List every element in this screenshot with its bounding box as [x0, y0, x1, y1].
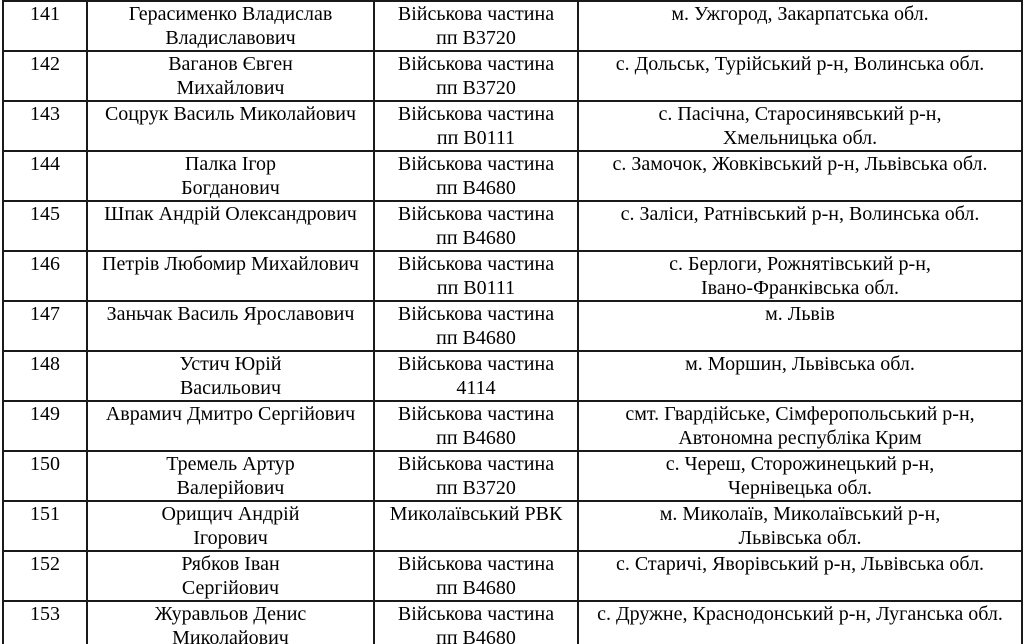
person-name-line-1: Шпак Андрій Олександрович [104, 203, 357, 225]
military-unit-cell [374, 101, 578, 151]
row-number: 148 [30, 353, 60, 375]
person-name-line-1: Палка Ігор [184, 153, 277, 175]
military-unit-line-1: Військова частина [397, 53, 555, 75]
location-cell [578, 101, 1022, 151]
location-line-1: с. Череш, Сторожинецький р-н, [665, 453, 935, 475]
military-unit-line-1: Миколаївський РВК [389, 503, 563, 525]
location-line-1: с. Старичі, Яворівський р-н, Львівська обл. [615, 553, 985, 575]
row-number-cell [3, 51, 87, 101]
location-line-1: с. Берлоги, Рожнятівський р-н, [669, 253, 931, 275]
person-name-line-2: Валерійович [176, 476, 285, 499]
row-number: 146 [30, 253, 60, 275]
row-number-cell [3, 1, 87, 51]
military-unit-line-1: Військова частина [397, 103, 555, 125]
location-line-2: Чернівецька обл. [727, 476, 873, 499]
location-cell [578, 201, 1022, 251]
military-unit-line-1: Військова частина [397, 3, 555, 25]
person-name-line-2: Миколайович [172, 626, 289, 644]
military-unit-line-2: пп В4680 [436, 576, 516, 599]
location-cell [578, 351, 1022, 401]
row-number-cell [3, 601, 87, 644]
table-row [3, 551, 1022, 601]
row-number: 143 [30, 103, 60, 125]
person-name-line-1: Орищич Андрій [161, 503, 300, 525]
location-cell [578, 1, 1022, 51]
military-unit-line-1: Військова частина [397, 403, 555, 425]
military-unit-line-1: Військова частина [397, 153, 555, 175]
row-number: 150 [30, 453, 60, 475]
person-name-cell [87, 551, 374, 601]
person-name-line-1: Устич Юрій [179, 353, 282, 375]
location-line-2: Автономна республіка Крим [678, 426, 922, 449]
person-name-line-1: Герасименко Владислав [128, 3, 333, 25]
row-number: 145 [30, 203, 60, 225]
table-row [3, 51, 1022, 101]
military-unit-cell [374, 351, 578, 401]
location-cell [578, 501, 1022, 551]
person-name-cell [87, 51, 374, 101]
person-name-cell [87, 1, 374, 51]
military-unit-cell [374, 501, 578, 551]
military-unit-cell [374, 301, 578, 351]
row-number: 147 [30, 303, 60, 325]
location-cell [578, 451, 1022, 501]
row-number-cell [3, 351, 87, 401]
location-line-1: м. Моршин, Львівська обл. [685, 353, 915, 375]
military-unit-cell [374, 201, 578, 251]
military-unit-line-2: пп В4680 [436, 426, 516, 449]
military-unit-line-2: пп В4680 [436, 176, 516, 199]
person-name-line-1: Тремель Артур [166, 453, 295, 475]
row-number-cell [3, 451, 87, 501]
person-name-line-1: Петрів Любомир Михайлович [102, 253, 359, 275]
row-number: 142 [30, 53, 60, 75]
person-name-cell [87, 251, 374, 301]
military-unit-line-2: пп В3720 [436, 26, 516, 49]
table-row [3, 401, 1022, 451]
table-row [3, 1, 1022, 51]
location-cell [578, 601, 1022, 644]
military-unit-line-2: 4114 [456, 376, 496, 399]
person-name-cell [87, 501, 374, 551]
row-number: 152 [30, 553, 60, 575]
military-unit-line-1: Військова частина [397, 453, 555, 475]
location-cell [578, 551, 1022, 601]
military-unit-cell [374, 151, 578, 201]
table-body [3, 1, 1022, 644]
personnel-table [2, 0, 1023, 644]
military-unit-cell [374, 51, 578, 101]
person-name-line-1: Заньчак Василь Ярославович [106, 303, 355, 325]
table-row [3, 451, 1022, 501]
military-unit-line-1: Військова частина [397, 203, 555, 225]
location-line-1: с. Заліси, Ратнівський р-н, Волинська обл. [620, 203, 980, 225]
military-unit-line-1: Військова частина [397, 553, 555, 575]
military-unit-cell [374, 1, 578, 51]
location-line-2: Львівська обл. [738, 526, 862, 549]
person-name-line-1: Соцрук Василь Миколайович [104, 103, 357, 125]
location-line-1: м. Львів [765, 303, 835, 325]
military-unit-line-2: пп В4680 [436, 626, 516, 644]
person-name-cell [87, 351, 374, 401]
table-row [3, 301, 1022, 351]
person-name-line-2: Богданович [181, 176, 280, 199]
location-cell [578, 51, 1022, 101]
person-name-cell [87, 401, 374, 451]
row-number: 149 [30, 403, 60, 425]
table-row [3, 501, 1022, 551]
military-unit-line-1: Військова частина [397, 253, 555, 275]
location-cell [578, 251, 1022, 301]
row-number: 144 [30, 153, 60, 175]
row-number-cell [3, 501, 87, 551]
person-name-line-1: Ваганов Євген [168, 53, 293, 75]
military-unit-line-2: пп В4680 [436, 226, 516, 249]
military-unit-line-2: пп В0111 [436, 276, 516, 299]
person-name-line-2: Васильович [179, 376, 282, 399]
location-cell [578, 151, 1022, 201]
row-number: 151 [30, 503, 60, 525]
military-unit-line-2: пп В0111 [436, 126, 516, 149]
military-unit-line-2: пп В4680 [436, 326, 516, 349]
location-line-2: Івано-Франківська обл. [700, 276, 899, 299]
location-line-2: Хмельницька обл. [722, 126, 878, 149]
military-unit-cell [374, 551, 578, 601]
row-number: 153 [30, 603, 60, 625]
row-number-cell [3, 551, 87, 601]
table-row [3, 601, 1022, 644]
person-name-cell [87, 451, 374, 501]
person-name-line-1: Журавльов Денис [154, 603, 307, 625]
location-line-1: м. Миколаїв, Миколаївський р-н, [659, 503, 941, 525]
military-unit-line-1: Військова частина [397, 303, 555, 325]
person-name-line-2: Владиславович [165, 26, 296, 49]
person-name-line-2: Сергійович [181, 576, 280, 599]
table-row [3, 201, 1022, 251]
military-unit-line-1: Військова частина [397, 353, 555, 375]
table-row [3, 151, 1022, 201]
location-line-1: с. Пасічна, Старосинявський р-н, [658, 103, 942, 125]
table-row [3, 351, 1022, 401]
location-line-1: с. Замочок, Жовківський р-н, Львівська обл. [612, 153, 988, 175]
person-name-cell [87, 601, 374, 644]
person-name-cell [87, 201, 374, 251]
row-number-cell [3, 151, 87, 201]
row-number: 141 [30, 3, 60, 25]
table-row [3, 251, 1022, 301]
row-number-cell [3, 401, 87, 451]
person-name-line-2: Михайлович [176, 76, 285, 99]
location-line-1: с. Дружне, Краснодонський р-н, Луганська обл. [597, 603, 1003, 625]
location-cell [578, 401, 1022, 451]
location-line-1: смт. Гвардійське, Сімферопольський р-н, [625, 403, 975, 425]
military-unit-line-2: пп В3720 [436, 76, 516, 99]
location-line-1: с. Дольськ, Турійський р-н, Волинська обл. [615, 53, 985, 75]
military-unit-line-1: Військова частина [397, 603, 555, 625]
person-name-line-1: Рябков Іван [181, 553, 280, 575]
table-row [3, 101, 1022, 151]
person-name-cell [87, 301, 374, 351]
person-name-cell [87, 101, 374, 151]
military-unit-cell [374, 401, 578, 451]
military-unit-cell [374, 451, 578, 501]
row-number-cell [3, 101, 87, 151]
person-name-line-2: Ігорович [193, 526, 268, 549]
person-name-cell [87, 151, 374, 201]
person-name-line-1: Аврамич Дмитро Сергійович [105, 403, 356, 425]
military-unit-cell [374, 251, 578, 301]
location-cell [578, 301, 1022, 351]
row-number-cell [3, 251, 87, 301]
military-unit-line-2: пп В3720 [436, 476, 516, 499]
row-number-cell [3, 301, 87, 351]
military-unit-cell [374, 601, 578, 644]
location-line-1: м. Ужгород, Закарпатська обл. [671, 3, 929, 25]
row-number-cell [3, 201, 87, 251]
